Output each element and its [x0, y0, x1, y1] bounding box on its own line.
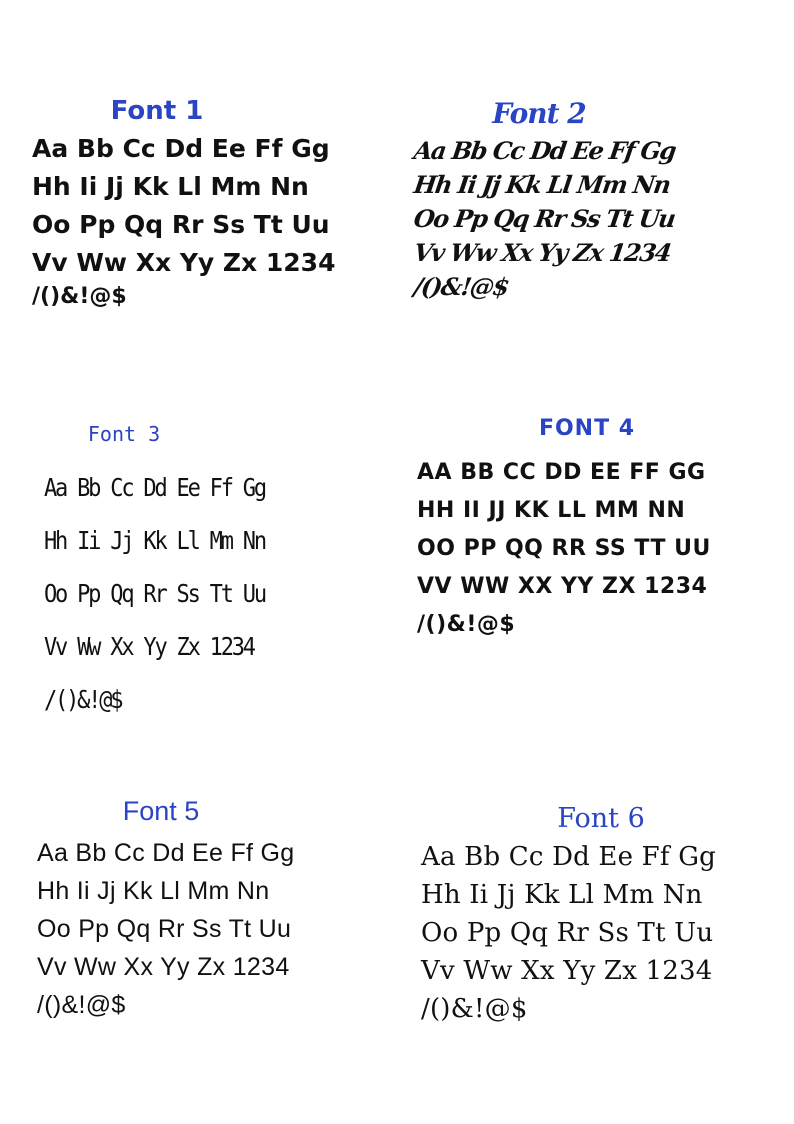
sample-symbols-line: /()&!@$	[421, 994, 528, 1024]
sample-line: Aa Bb Cc Dd Ee Ff Gg	[37, 839, 295, 867]
font-sample-1	[32, 94, 362, 312]
font-sample-6	[421, 800, 781, 1028]
sample-symbols-line: /()&!@$	[417, 612, 516, 637]
sample-line: Oo Pp Qq Rr Ss Tt Uu	[37, 915, 292, 943]
font-sample-title: Font 3	[87, 422, 161, 446]
font-sample-title: Font 1	[110, 96, 204, 126]
sample-line: Aa Bb Cc Dd Ee Ff Gg	[412, 136, 677, 165]
font-sample-4	[417, 414, 777, 644]
sample-symbols-line: /()&!@$	[412, 272, 510, 301]
sample-line: Aa Bb Cc Dd Ee Ff Gg	[421, 842, 717, 872]
sample-line: Hh Ii Jj Kk Ll Mm Nn	[32, 172, 309, 201]
sample-line: Vv Ww Xx Yy Zx 1234	[421, 956, 713, 986]
sample-line: Vv Ww Xx Yy Zx 1234	[44, 633, 254, 662]
font-sample-title: Font 6	[557, 803, 645, 834]
sample-line: HH II JJ KK LL MM NN	[417, 498, 686, 523]
sample-line: Oo Pp Qq Rr Ss Tt Uu	[421, 918, 714, 948]
sample-line: Hh Ii Jj Kk Ll Mm Nn	[412, 170, 672, 199]
font-sample-5	[37, 794, 367, 1024]
font-sample-title: Font 5	[122, 796, 200, 826]
sample-line: Oo Pp Qq Rr Ss Tt Uu	[412, 204, 677, 233]
sample-line: Hh Ii Jj Kk Ll Mm Nn	[37, 877, 270, 905]
sample-line: Hh Ii Jj Kk Ll Mm Nn	[44, 527, 265, 556]
sample-line: VV WW XX YY ZX 1234	[417, 574, 708, 599]
sample-line: OO PP QQ RR SS TT UU	[417, 536, 711, 561]
sample-symbols-line: /()&!@$	[37, 991, 126, 1019]
font-sample-title: Font 2	[492, 97, 586, 130]
font-sample-2	[414, 94, 774, 304]
sample-line: AA BB CC DD EE FF GG	[417, 460, 706, 485]
font-sample-3	[44, 420, 374, 727]
font-sample-title: FONT 4	[538, 416, 636, 441]
sample-line: Hh Ii Jj Kk Ll Mm Nn	[421, 880, 703, 910]
sample-line: Oo Pp Qq Rr Ss Tt Uu	[44, 580, 265, 609]
sample-line: Vv Ww Xx Yy Zx 1234	[37, 953, 290, 981]
sample-line: Aa Bb Cc Dd Ee Ff Gg	[32, 134, 330, 163]
sample-symbols-line: /()&!@$	[44, 686, 122, 715]
sample-line: Vv Ww Xx Yy Zx 1234	[412, 238, 673, 267]
sample-symbols-line: /()&!@$	[32, 284, 127, 309]
sample-line: Vv Ww Xx Yy Zx 1234	[32, 248, 336, 277]
sample-line: Aa Bb Cc Dd Ee Ff Gg	[44, 474, 265, 503]
sample-line: Oo Pp Qq Rr Ss Tt Uu	[32, 210, 330, 239]
